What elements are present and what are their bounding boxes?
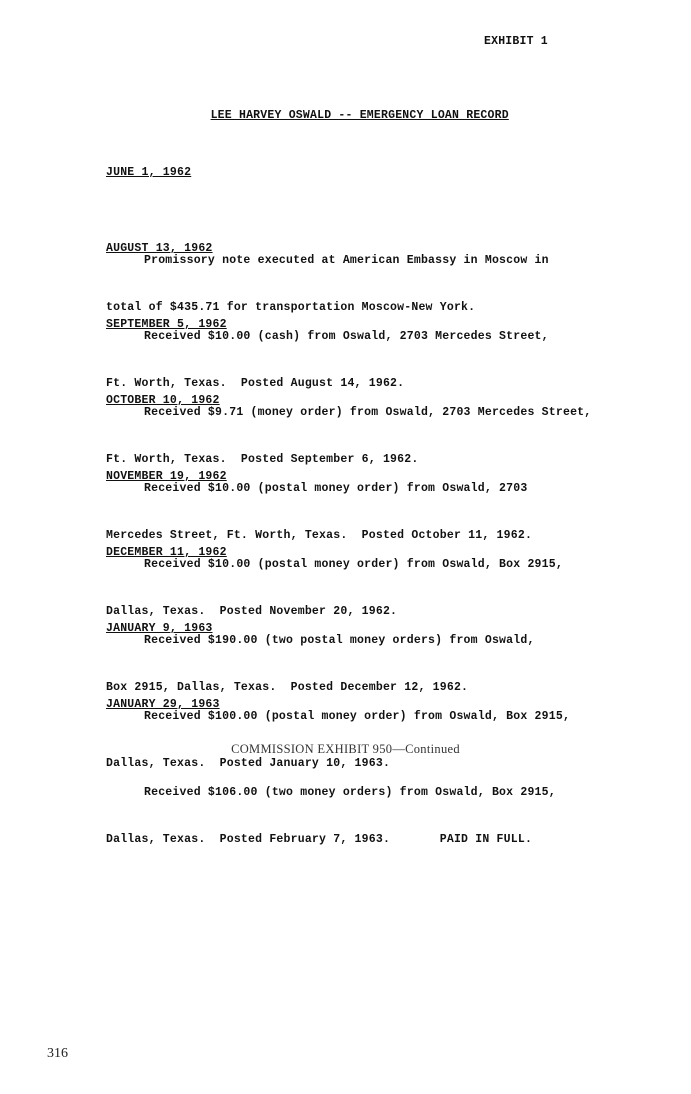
entry-line-1: Received $10.00 (cash) from Oswald, 2703 Mercedes Street,: [144, 330, 549, 343]
entry-line-1: Promissory note executed at American Embassy in Moscow in: [144, 254, 549, 267]
entry-date: NOVEMBER 19, 1962: [106, 470, 227, 483]
entry-line-1: Received $100.00 (postal money order) from Oswald, Box 2915,: [144, 710, 571, 723]
document-title-text: LEE HARVEY OSWALD -- EMERGENCY LOAN RECORD: [210, 109, 509, 122]
entry-line-1: Received $9.71 (money order) from Oswald, 2703 Mercedes Street,: [144, 406, 592, 419]
entry-line-2: Ft. Worth, Texas. Posted September 6, 1962.: [106, 452, 419, 466]
entry-date: AUGUST 13, 1962: [106, 242, 213, 255]
entry-line-2: Mercedes Street, Ft. Worth, Texas. Posted October 11, 1962.: [106, 528, 533, 542]
entry-date: DECEMBER 11, 1962: [106, 546, 227, 559]
entry-line-2: total of $435.71 for transportation Moscow-New York.: [106, 300, 476, 314]
entry-line-2: Box 2915, Dallas, Texas. Posted December 12, 1962.: [106, 680, 469, 694]
entry-date: JANUARY 9, 1963: [106, 622, 213, 635]
page-number: 316: [47, 1046, 68, 1061]
entry-line-2: Dallas, Texas. Posted January 10, 1963.: [106, 756, 391, 770]
entry-line-2: Dallas, Texas. Posted February 7, 1963. PAID IN FULL.: [106, 832, 533, 846]
commission-exhibit-caption: COMMISSION EXHIBIT 950—Continued: [231, 742, 460, 756]
entry-date: JUNE 1, 1962: [106, 166, 192, 179]
entry-date: OCTOBER 10, 1962: [106, 394, 220, 407]
entry-line-1: Received $106.00 (two money orders) from Oswald, Box 2915,: [144, 786, 556, 799]
entry-line-2: Dallas, Texas. Posted November 20, 1962.: [106, 604, 398, 618]
entry-date: JANUARY 29, 1963: [106, 698, 220, 711]
entry-line-1: Received $190.00 (two postal money orders) from Oswald,: [144, 634, 535, 647]
exhibit-label: EXHIBIT 1: [484, 35, 548, 48]
entry-date: SEPTEMBER 5, 1962: [106, 318, 227, 331]
entry-line-1: Received $10.00 (postal money order) from Oswald, 2703: [144, 482, 528, 495]
document-title: [0, 96, 691, 135]
entry-line-2: Ft. Worth, Texas. Posted August 14, 1962.: [106, 376, 405, 390]
entry-line-1: Received $10.00 (postal money order) from Oswald, Box 2915,: [144, 558, 563, 571]
